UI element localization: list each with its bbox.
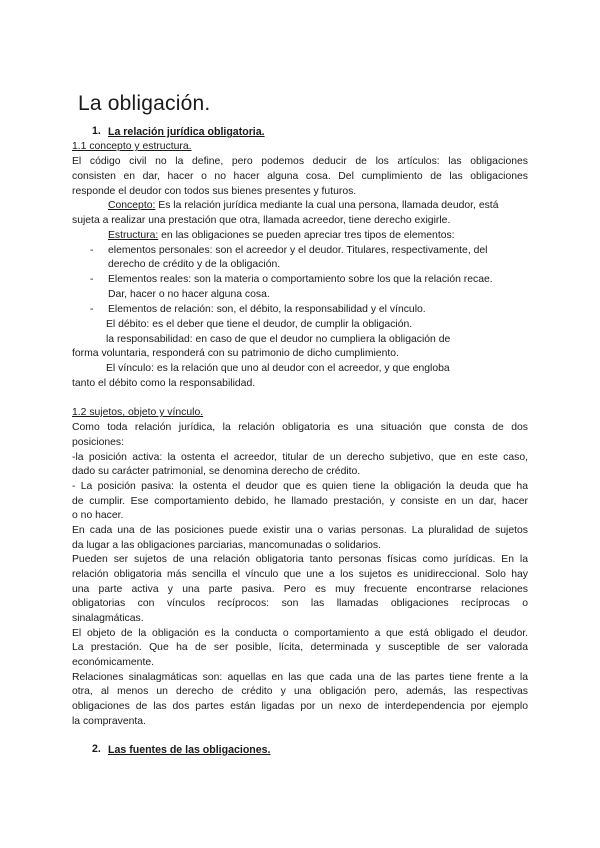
- paragraph-line: dado su carácter patrimonial, se denomina derecho de crédito.: [72, 466, 361, 477]
- paragraph-line: El código civil no la define, pero podemos deducir de los artículos: las obligaciones: [72, 156, 528, 167]
- concepto-text: Es la relación jurídica mediante la cual una persona, llamada deudor, está: [155, 200, 499, 211]
- paragraph-line: o no hacer.: [72, 510, 124, 521]
- subsection-1-1-title: 1.1 concepto y estructura.: [72, 141, 192, 152]
- paragraph-line: da lugar a las obligaciones parciarias, mancomunadas o solidarios.: [72, 540, 382, 551]
- concepto-label: Concepto:: [108, 200, 156, 211]
- estructura-label: Estructura:: [108, 230, 159, 241]
- paragraph-line: la compraventa.: [72, 716, 146, 727]
- vinculo-line: tanto el débito como la responsabilidad.: [72, 378, 256, 389]
- page-title: La obligación.: [78, 92, 211, 115]
- paragraph-line: relación obligatoria más sencilla el vínculo que une a los sujetos es unidireccional. Solo hay: [72, 569, 528, 580]
- paragraph-line: El objeto de la obligación es la conducta o comportamiento a que está obligado el deudor.: [72, 628, 528, 639]
- paragraph-line: -la posición activa: la ostenta el acreedor, titular de un derecho subjetivo, que en este caso,: [72, 452, 528, 463]
- paragraph-line: responde el deudor con todos sus bienes presentes y futuros.: [72, 186, 357, 197]
- vinculo-line: El vínculo: es la relación que uno al deudor con el acreedor, y que engloba: [106, 363, 450, 374]
- paragraph-line: Como toda relación jurídica, la relación obligatoria es una situación que consta de dos: [72, 422, 528, 433]
- responsabilidad-line: la responsabilidad: en caso de que el deudor no cumpliera la obligación de: [106, 334, 451, 345]
- paragraph-line: económicamente.: [72, 657, 155, 668]
- paragraph-line: sinalagmáticas.: [72, 613, 144, 624]
- list-item: Elementos reales: son la materia o comportamiento sobre los que la relación recae.: [108, 274, 493, 285]
- estructura-line: [108, 229, 455, 243]
- list-item: derecho de crédito y de la obligación.: [108, 259, 281, 270]
- paragraph-line: obligatorias con vínculos recíprocos: son las llamadas obligaciones recíprocas o: [72, 598, 528, 609]
- section-2-number: 2.: [92, 743, 101, 755]
- paragraph-line: una parte activa y una parte pasiva. Pero es muy frecuente encontrarse relaciones: [72, 584, 528, 595]
- paragraph-line: - La posición pasiva: la ostenta el deudor que es quien tiene la obligación la deuda que ha: [72, 481, 528, 492]
- bullet-dash: -: [90, 245, 94, 256]
- paragraph-line: obligaciones de las dos partes están ligadas por un nexo de interdependencia por ejemplo: [72, 701, 528, 712]
- paragraph-line: de cumplir. Ese comportamiento debido, he llamado prestación, y consiste en un dar, hacer: [72, 496, 528, 507]
- paragraph-line: posiciones:: [72, 437, 124, 448]
- list-item: Dar, hacer o no hacer alguna cosa.: [108, 289, 270, 300]
- paragraph-line: En cada una de las posiciones puede existir una o varias personas. La pluralidad de sujetos: [72, 525, 528, 536]
- responsabilidad-line: forma voluntaria, responderá con su patrimonio de dicho cumplimiento.: [72, 348, 399, 359]
- section-1-heading: La relación jurídica obligatoria.: [108, 126, 265, 138]
- paragraph-line: Relaciones sinalagmáticas son: aquellas en las que cada una de las partes tiene frente a la: [72, 672, 528, 683]
- list-item: Elementos de relación: son, el débito, la responsabilidad y el vínculo.: [108, 304, 426, 315]
- paragraph-line: Pueden ser sujetos de una relación obligatoria tanto personas físicas como jurídicas. En la: [72, 554, 528, 565]
- paragraph-line: otra, al menos un derecho de crédito y una obligación pero, además, las respectivas: [72, 686, 528, 697]
- paragraph-line: consisten en dar, hacer o no hacer alguna cosa. Del cumplimiento de las obligaciones: [72, 171, 528, 182]
- concepto-line: [108, 199, 498, 213]
- paragraph-line: sujeta a realizar una prestación que otra, llamada acreedor, tiene derecho exigirle.: [72, 215, 451, 226]
- section-1-number: 1.: [92, 125, 101, 137]
- section-2-heading: Las fuentes de las obligaciones.: [108, 744, 271, 756]
- paragraph-line: La prestación. Que ha de ser posible, lícita, determinada y susceptible de ser valorada: [72, 642, 528, 653]
- debito-line: El débito: es el deber que tiene el deudor, de cumplir la obligación.: [106, 319, 413, 330]
- bullet-dash: -: [90, 304, 94, 315]
- bullet-dash: -: [90, 274, 94, 285]
- list-item: elementos personales: son el acreedor y el deudor. Titulares, respectivamente, del: [108, 245, 488, 256]
- subsection-1-2-title: 1.2 sujetos, objeto y vínculo.: [72, 407, 204, 418]
- estructura-text: en las obligaciones se pueden apreciar tres tipos de elementos:: [158, 230, 455, 241]
